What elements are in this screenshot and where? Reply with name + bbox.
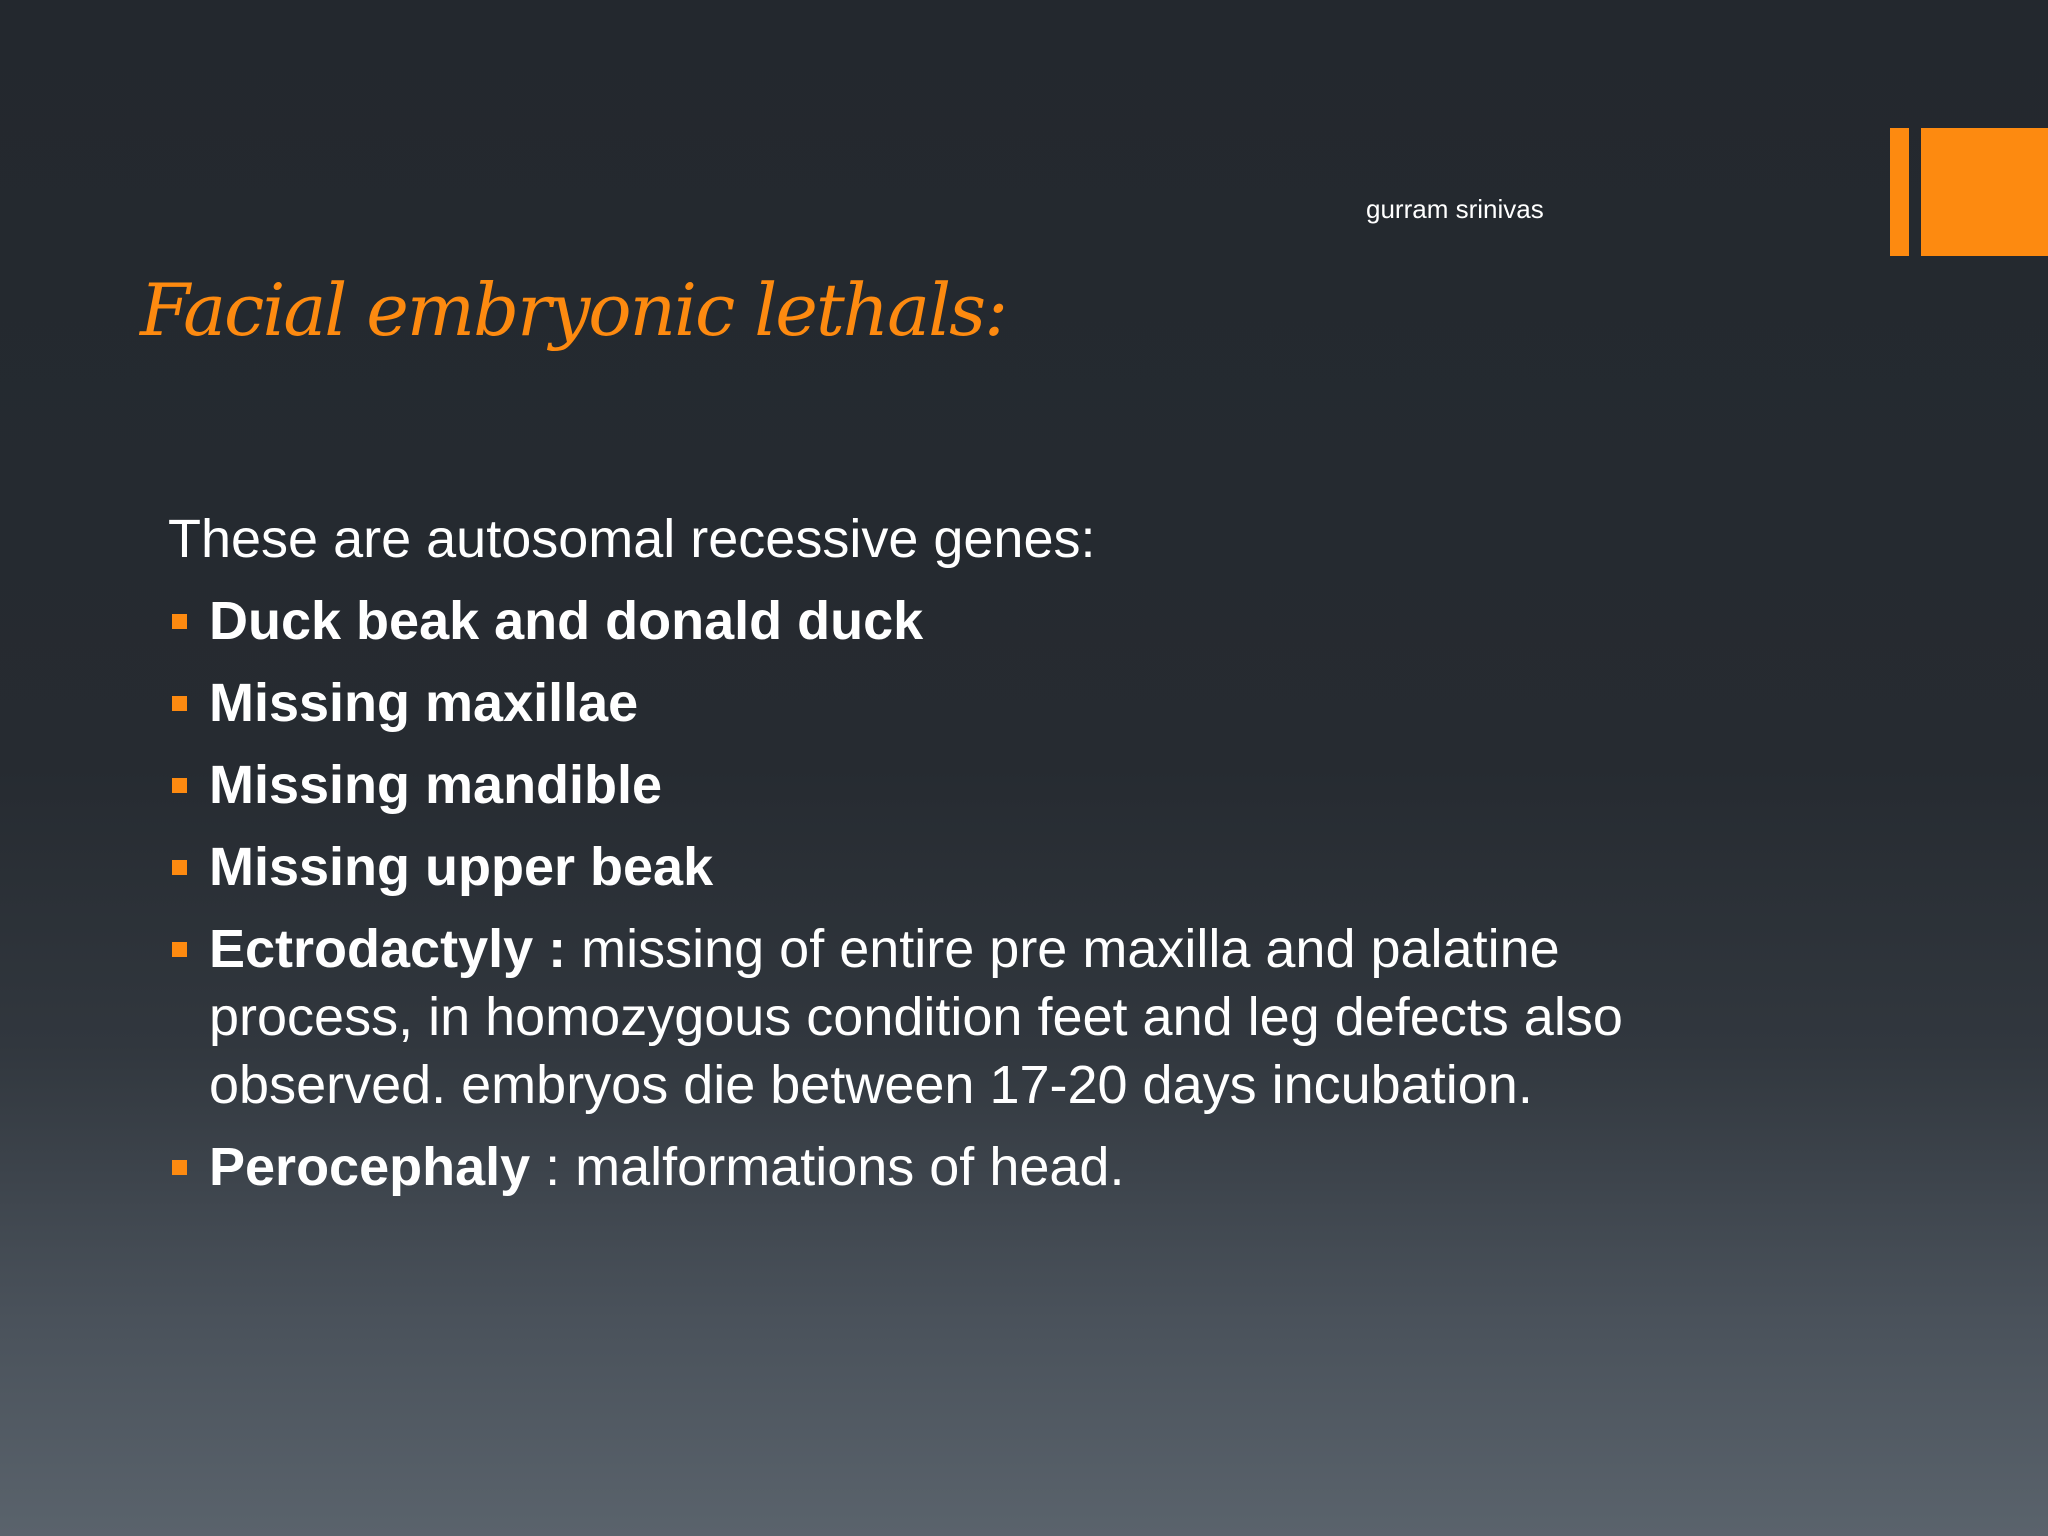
list-item <box>168 669 1728 737</box>
bullet-bold-text: Missing upper beak <box>209 837 714 897</box>
bullet-bold-text: Missing mandible <box>209 755 663 815</box>
list-item <box>168 915 1728 1119</box>
square-bullet-icon <box>172 860 187 875</box>
bullet-bold-text: Ectrodactyly : <box>209 919 567 979</box>
square-bullet-icon <box>172 942 187 957</box>
list-item <box>168 1133 1728 1201</box>
intro-text: These are autosomal recessive genes: <box>168 509 1096 569</box>
author-name: gurram srinivas <box>1366 194 1544 224</box>
square-bullet-icon <box>172 696 187 711</box>
slide-title: Facial embryonic lethals: <box>140 268 1007 352</box>
list-item <box>168 833 1728 901</box>
slide-content <box>168 505 1728 1215</box>
bullet-bold-text: Duck beak and donald duck <box>209 591 924 651</box>
square-bullet-icon <box>172 1160 187 1175</box>
square-bullet-icon <box>172 614 187 629</box>
accent-bar-wide <box>1921 128 2048 256</box>
list-item <box>168 751 1728 819</box>
list-item <box>168 587 1728 655</box>
bullet-text: : malformations of head. <box>530 1137 1125 1197</box>
bullet-text: missing of entire pre maxilla and palatine process, in homozygous condition feet and leg defects also observed. embryos die between 17-20 days incubation. <box>209 919 1623 1115</box>
square-bullet-icon <box>172 778 187 793</box>
bullet-list <box>168 587 1728 1201</box>
bullet-bold-text: Missing maxillae <box>209 673 639 733</box>
bullet-bold-text: Perocephaly <box>209 1137 531 1197</box>
accent-bar-thin <box>1890 128 1909 256</box>
